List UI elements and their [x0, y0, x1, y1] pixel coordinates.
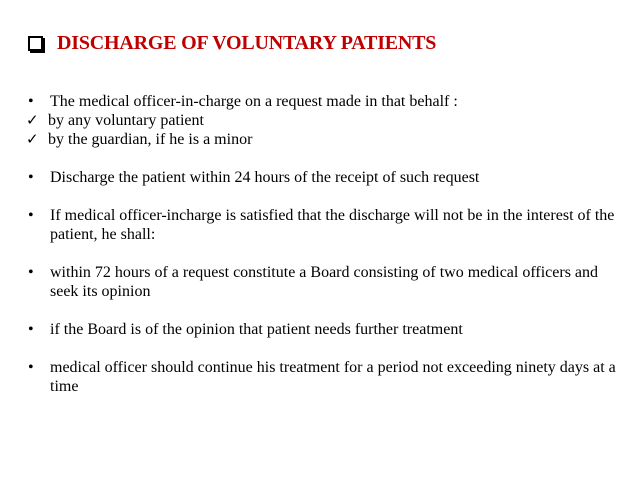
slide-title-row: [28, 32, 436, 55]
bullet-icon: •: [28, 169, 34, 186]
list-item-text: Discharge the patient within 24 hours of the receipt of such request: [50, 169, 480, 186]
checkmark-icon: ✓: [26, 130, 39, 148]
list-item-text: by any voluntary patient: [48, 112, 204, 129]
bullet-icon: •: [28, 207, 34, 224]
list-item: [26, 263, 626, 301]
checkmark-icon: ✓: [26, 111, 39, 129]
list-item: [26, 111, 626, 130]
list-item-text: if the Board is of the opinion that patient needs further treatment: [50, 321, 463, 338]
bullet-list: [26, 92, 626, 396]
bullet-icon: •: [28, 359, 34, 376]
bullet-icon: •: [28, 321, 34, 338]
list-item: [26, 130, 626, 149]
list-item: [26, 206, 626, 244]
list-item-text: The medical officer-in-charge on a request made in that behalf :: [50, 93, 458, 110]
list-item-text: If medical officer-incharge is satisfied that the discharge will not be in the interest of the patient, he shall:: [50, 207, 615, 243]
list-item: [26, 358, 626, 396]
list-item: [26, 320, 626, 339]
bullet-icon: •: [28, 93, 34, 110]
list-item-text: within 72 hours of a request constitute a Board consisting of two medical officers and seek its opinion: [50, 264, 599, 300]
bullet-icon: •: [28, 264, 34, 281]
checkbox-square-icon: [28, 36, 43, 51]
list-item: [26, 168, 626, 187]
slide-title: DISCHARGE OF VOLUNTARY PATIENTS: [57, 32, 437, 54]
list-item-text: by the guardian, if he is a minor: [48, 131, 253, 148]
list-item: [26, 92, 626, 111]
list-item-text: medical officer should continue his treatment for a period not exceeding ninety days at a time: [50, 359, 616, 395]
